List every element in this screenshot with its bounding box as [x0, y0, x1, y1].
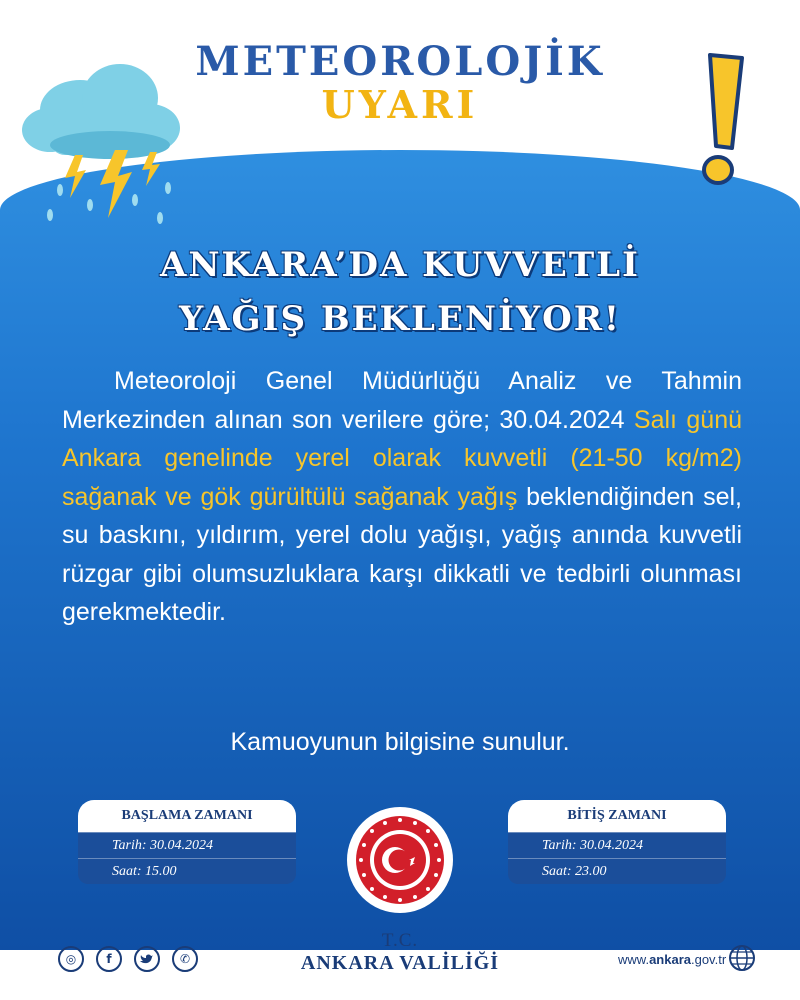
social-links — [58, 946, 198, 972]
end-time-title: BİTİŞ ZAMANI — [508, 800, 726, 832]
paragraph-part-1: Meteoroloji Genel Müdürlüğü Analiz ve Tahmin Merkezinden alınan son verilere göre; 30.04.2024 — [62, 367, 742, 434]
globe-icon — [728, 944, 756, 972]
footer-tc: T.C. — [381, 930, 419, 951]
end-hour: Saat: 23.00 — [508, 858, 726, 884]
start-hour: Saat: 15.00 — [78, 858, 296, 884]
footer-org-name: ANKARA VALİLİĞİ — [300, 952, 500, 974]
public-notice: Kamuoyunun bilgisine sunulur. — [230, 728, 570, 756]
end-time-card — [508, 800, 726, 884]
headline-line-2: YAĞIŞ BEKLENİYOR! — [179, 299, 621, 339]
headline-line-1: ANKARA’DA KUVVETLİ — [160, 245, 640, 285]
governorship-seal-icon — [345, 805, 455, 915]
headline — [0, 238, 800, 346]
page-subtitle: UYARI — [321, 82, 479, 127]
page-title: METEOROLOJİK — [195, 38, 605, 85]
website-suffix: .gov.tr — [690, 952, 727, 967]
twitter-icon[interactable] — [134, 946, 160, 972]
start-time-card — [78, 800, 296, 884]
website-link[interactable] — [618, 952, 726, 967]
warning-paragraph — [62, 362, 742, 632]
exclamation-icon — [680, 50, 760, 190]
end-date: Tarih: 30.04.2024 — [508, 832, 726, 858]
storm-cloud-icon — [20, 40, 190, 230]
whatsapp-icon[interactable]: ✆ — [172, 946, 198, 972]
start-date: Tarih: 30.04.2024 — [78, 832, 296, 858]
website-domain: ankara — [649, 952, 691, 967]
start-time-title: BAŞLAMA ZAMANI — [78, 800, 296, 832]
paragraph-highlight: Salı günü Ankara genelinde yerel olarak kuvvetli (21-50 kg/m2) sağanak ve gök gürültülü sağanak yağış — [62, 405, 742, 511]
instagram-icon[interactable]: ◎ — [58, 946, 84, 972]
paragraph-part-2: beklendiğinden sel, su baskını, yıldırım, yerel dolu yağışı, yağış anında kuvvetli rüzgar gibi olumsuzluklara karşı dikkatli ve tedbirli olunması gerekmektedir. — [62, 482, 742, 626]
website-prefix: www. — [618, 952, 650, 967]
facebook-icon[interactable]: f — [96, 946, 122, 972]
